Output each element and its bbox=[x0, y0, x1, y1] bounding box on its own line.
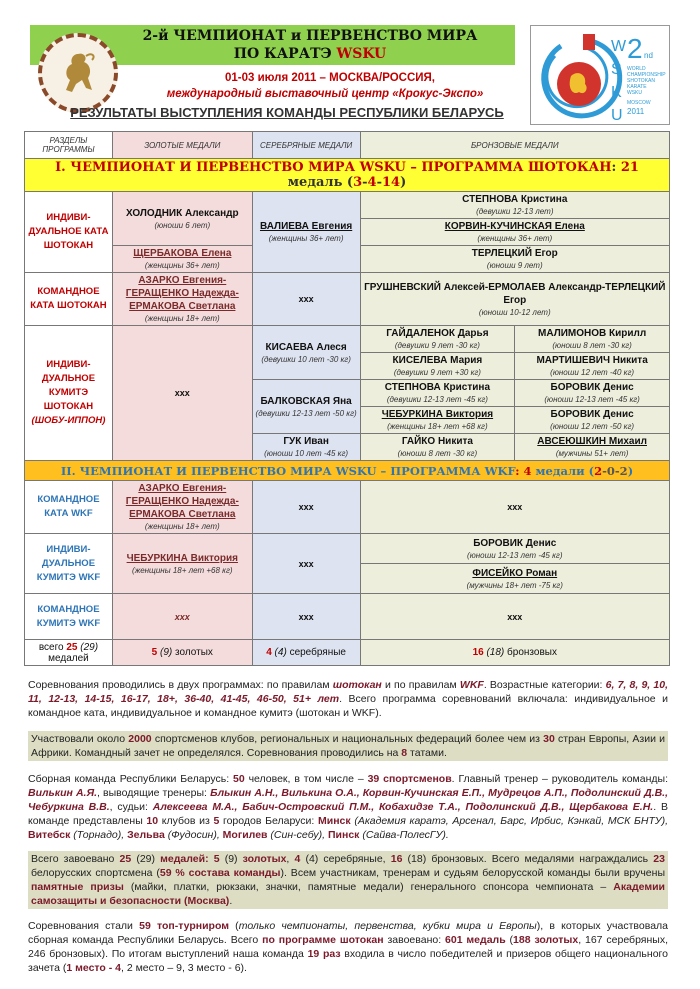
text-span: МАРТИШЕВИЧ Никита bbox=[536, 355, 648, 366]
paragraph-programs bbox=[28, 678, 668, 720]
text-span: медали bbox=[531, 463, 589, 478]
section-team-kata-shotokan: КОМАНДНОЕ КАТА ШОТОКАН bbox=[25, 273, 113, 326]
bronze-cell bbox=[360, 273, 669, 326]
table-row bbox=[25, 594, 670, 640]
text-span: (женщины 18+ лет +68 кг) bbox=[132, 565, 233, 575]
svg-text:WSKU: WSKU bbox=[627, 90, 642, 96]
header-sections: РАЗДЕЛЫ ПРОГРАММЫ bbox=[25, 132, 113, 159]
text-span: Соревнования проводились в двух программах: по правилам bbox=[28, 679, 333, 691]
text-span: 10 bbox=[146, 815, 159, 827]
gold-cell bbox=[112, 192, 252, 246]
text-span: КИСАЕВА Алеся bbox=[265, 341, 347, 353]
bronze-cell bbox=[360, 353, 515, 380]
text-span: (Син-себу) bbox=[267, 829, 323, 841]
text-span: ТЕРЛЕЦКИЙ Егор bbox=[471, 248, 558, 259]
event-venue: международный выставочный центр «Крокус-Экспо» bbox=[166, 88, 484, 100]
text-span: (женщины 36+ лет) bbox=[144, 261, 220, 270]
svg-text:K: K bbox=[611, 84, 622, 101]
text-span: 2000 bbox=[128, 733, 152, 745]
total-bronze bbox=[360, 640, 669, 666]
text-span: 14 bbox=[381, 175, 401, 190]
text-span: завоевано: bbox=[383, 934, 446, 946]
paragraph-history bbox=[28, 919, 668, 975]
page-title bbox=[110, 27, 510, 63]
silver-cell-empty: xxx bbox=[252, 534, 360, 594]
gold-cell-empty: xxx bbox=[112, 594, 252, 640]
text-span: медалей: 5 bbox=[160, 853, 220, 865]
text-span: 5 bbox=[213, 815, 220, 827]
text-span: памятные призы bbox=[31, 881, 124, 893]
text-span: золотых bbox=[175, 647, 213, 658]
text-span: стран Европы, Азии и Африки. Командный зачет не определялся. Соревнования проводились на bbox=[31, 733, 665, 759]
text-span: 25 bbox=[66, 641, 78, 653]
section-band-wkf: II. ЧЕМПИОНАТ И ПЕРВЕНСТВО МИРА WSKU – ПРОГРАММА WKF: 4 медали (2-0-2) bbox=[25, 461, 670, 481]
text-span: (майки, платки, рюкзаки, значки, памятные медали) генерального спонсора чемпионата – bbox=[123, 881, 614, 893]
text-span: 21 bbox=[620, 160, 639, 175]
header-silver: СЕРЕБРЯНЫЕ МЕДАЛИ bbox=[252, 132, 360, 159]
text-span: золотых bbox=[242, 853, 287, 865]
text-span: . В команде представлены bbox=[28, 801, 668, 827]
text-span: , bbox=[286, 853, 295, 865]
tiger-icon bbox=[58, 50, 98, 96]
text-span: КОРВИН-КУЧИНСКАЯ Елена bbox=[444, 221, 585, 232]
text-span: Блыкин А.Н., Вилькина О.А., Корвин-Кучинская Е.П., Мудрецов А.П., Подолинский Д.В., Чебуркина В.В. bbox=[28, 787, 669, 813]
text-span: бронзовых bbox=[507, 647, 557, 658]
text-span: (4) серебряные, bbox=[300, 853, 391, 865]
org-name: WSKU bbox=[336, 46, 387, 62]
text-span: 30 bbox=[543, 733, 555, 745]
text-span: (женщины 18+ лет) bbox=[144, 314, 220, 323]
header-gold: ЗОЛОТЫЕ МЕДАЛИ bbox=[112, 132, 252, 159]
text-span: (женщины 36+ лет) bbox=[268, 234, 344, 243]
text-span: 3 bbox=[353, 175, 363, 190]
silver-cell bbox=[252, 192, 360, 273]
text-span: человек, в том числе – bbox=[244, 773, 368, 785]
section-ind-kata-shotokan: ИНДИВИ-ДУАЛЬНОЕ КАТА ШОТОКАН bbox=[25, 192, 113, 273]
silver-cell bbox=[252, 380, 360, 434]
text-span: шотокан bbox=[332, 679, 382, 691]
bronze-cell bbox=[515, 380, 670, 407]
text-span: (29) bbox=[131, 853, 161, 865]
gold-cell bbox=[112, 481, 252, 534]
text-span: , bbox=[665, 815, 668, 827]
text-span: МАЛИМОНОВ Кирилл bbox=[538, 328, 647, 339]
results-table bbox=[24, 131, 670, 666]
text-span: 8 bbox=[401, 747, 408, 759]
text-span: (юноши 12-13 лет -45 кг) bbox=[544, 395, 640, 404]
silver-cell bbox=[252, 326, 360, 380]
text-span: I. ЧЕМПИОНАТ И ПЕРВЕНСТВО МИРА WSKU – ПРОГРАММА ШОТОКАН bbox=[55, 160, 612, 175]
text-span: , bbox=[216, 829, 223, 841]
wsku-championship-logo bbox=[530, 25, 670, 125]
text-span: 2 bbox=[594, 463, 603, 478]
bronze-cell bbox=[515, 407, 670, 434]
gold-cell bbox=[112, 273, 252, 326]
text-span: (юноши 10-12 лет) bbox=[478, 307, 551, 317]
bronze-cell bbox=[515, 353, 670, 380]
text-span: АВСЕЮШКИН Михаил bbox=[537, 436, 647, 447]
text-span: (юноши 10 лет -45 кг) bbox=[264, 449, 349, 458]
text-span: : bbox=[611, 160, 621, 175]
svg-text:2011: 2011 bbox=[627, 107, 645, 116]
text-span: 4 bbox=[266, 647, 272, 658]
gold-cell bbox=[112, 246, 252, 273]
text-span: всего bbox=[38, 641, 67, 653]
text-span: ВАЛИЕВА Евгения bbox=[259, 221, 353, 232]
text-span: БОРОВИК Денис bbox=[550, 409, 634, 420]
text-span: 23 bbox=[653, 853, 665, 865]
text-span: серебряные bbox=[289, 647, 346, 658]
text-span: Витебск bbox=[28, 829, 71, 841]
section-ind-kumite-shotokan bbox=[25, 326, 113, 461]
svg-text:CHAMPIONSHIP: CHAMPIONSHIP bbox=[627, 72, 666, 78]
text-span: БОРОВИК Денис bbox=[550, 382, 634, 393]
text-span: 59 топ-турниром bbox=[139, 920, 229, 932]
text-span: 5 bbox=[151, 647, 158, 658]
text-span: ). Всем участникам, тренерам и судьям белорусской команды были вручены bbox=[280, 867, 665, 879]
text-span: только чемпионаты, первенства, кубки мира и Европы bbox=[238, 920, 537, 932]
section-team-kumite-wkf: КОМАНДНОЕ КУМИТЭ WKF bbox=[25, 594, 113, 640]
silver-cell-empty: xxx bbox=[252, 481, 360, 534]
text-span: (юноши 8 лет -30 кг) bbox=[552, 341, 632, 350]
text-span: ( bbox=[229, 920, 239, 932]
text-span: медаль bbox=[287, 175, 347, 190]
svg-text:S: S bbox=[611, 61, 622, 78]
text-span: белорусских спортсмена ( bbox=[31, 867, 160, 879]
text-span: СТЕПНОВА Кристина bbox=[462, 194, 568, 205]
text-span: (девушки 10 лет -30 кг) bbox=[261, 354, 351, 364]
table-row bbox=[25, 192, 670, 219]
text-span: (юноши 12-13 лет -45 кг) bbox=[467, 550, 563, 560]
table-row bbox=[25, 534, 670, 564]
text-span: ЩЕРБАКОВА Елена bbox=[133, 248, 232, 259]
text-span: 601 медаль bbox=[445, 934, 506, 946]
table-row bbox=[25, 273, 670, 326]
shotokan-tiger-logo bbox=[38, 33, 118, 113]
bronze-cell bbox=[515, 434, 670, 461]
text-span: 4 bbox=[523, 463, 532, 478]
text-span: входила в число победителей и призеров общего национального зачета ( bbox=[28, 948, 668, 974]
text-span: 50 bbox=[233, 773, 245, 785]
text-span: ЧЕБУРКИНА Виктория bbox=[381, 409, 494, 420]
text-span: ), в которых участвовала сборная команда Республики Беларусь. Всего bbox=[28, 920, 668, 946]
text-span: Сборная команда Республики Беларусь: bbox=[28, 773, 234, 785]
text-span: , 2 место – 9, 3 место - 6). bbox=[121, 962, 247, 974]
table-header-row bbox=[25, 132, 670, 159]
silver-cell-empty: xxx bbox=[252, 273, 360, 326]
text-span: 19 раз bbox=[307, 948, 341, 960]
text-span: (девушки 9 лет -30 кг) bbox=[394, 341, 480, 350]
totals-row bbox=[25, 640, 670, 666]
silver-cell bbox=[252, 434, 360, 461]
text-span: (29) bbox=[80, 641, 99, 653]
text-span: (18) bbox=[486, 647, 505, 658]
text-span: . bbox=[229, 895, 233, 907]
text-span: ХОЛОДНИК Александр bbox=[125, 207, 239, 219]
text-span: татами. bbox=[407, 747, 447, 759]
text-span: (Академия каратэ, Арсенал, Барс, Ирбис, Кэнкай, МСК БНТУ) bbox=[350, 815, 666, 827]
bronze-cell bbox=[515, 326, 670, 353]
title-line-1: 2-й ЧЕМПИОНАТ и ПЕРВЕНСТВО МИРА bbox=[142, 28, 478, 44]
text-span: по программе шотокан bbox=[262, 934, 384, 946]
text-span: (Фудосин) bbox=[164, 829, 217, 841]
text-span: медалей bbox=[48, 652, 89, 664]
text-span: (9) bbox=[219, 853, 243, 865]
text-span: 59 % состава команды bbox=[159, 867, 281, 879]
text-span: клубов из bbox=[158, 815, 214, 827]
bronze-cell bbox=[360, 219, 669, 246]
text-span: 4 bbox=[294, 853, 301, 865]
text-span: , bbox=[121, 829, 128, 841]
event-date-location: 01-03 июля 2011 – МОСКВА/РОССИЯ, bbox=[224, 72, 436, 84]
silver-cell-empty: xxx bbox=[252, 594, 360, 640]
text-span: (мужчины 51+ лет) bbox=[555, 449, 629, 458]
text-span: ЧЕБУРКИНА Виктория bbox=[126, 552, 238, 564]
text-span: 188 золотых bbox=[513, 934, 579, 946]
text-span: Всего завоевано bbox=[31, 853, 120, 865]
text-span: (девушки 9 лет +30 кг) bbox=[393, 368, 481, 377]
bronze-cell-empty: xxx bbox=[360, 594, 669, 640]
text-span: 6, 7, 8, 9, 10, 11, 12-13, 14-15, 16-17, 18+, 36-40, 41-45, 46-50, 51+ лет bbox=[28, 679, 669, 705]
text-span: ) bbox=[627, 463, 634, 478]
text-span: , судьи: bbox=[109, 801, 153, 813]
total-gold bbox=[112, 640, 252, 666]
text-span: Пинск bbox=[327, 829, 360, 841]
results-title: РЕЗУЛЬТАТЫ ВЫСТУПЛЕНИЯ КОМАНДЫ РЕСПУБЛИКИ БЕЛАРУСЬ bbox=[70, 105, 504, 120]
bronze-cell-empty: xxx bbox=[360, 481, 669, 534]
text-span: II. ЧЕМПИОНАТ И ПЕРВЕНСТВО МИРА WSKU – ПРОГРАММА WKF bbox=[60, 463, 516, 478]
text-span: (мужчины 18+ лет -75 кг) bbox=[466, 580, 563, 590]
text-span: АЗАРКО Евгения-ГЕРАЩЕНКО Надежда-ЕРМАКОВА Светлана bbox=[125, 275, 239, 312]
text-span: . Главный тренер – руководитель команды: bbox=[451, 773, 668, 785]
text-span: (Торнадо) bbox=[70, 829, 122, 841]
text-span: . Возрастные категории: bbox=[483, 679, 606, 691]
text-span: WKF bbox=[459, 679, 484, 691]
paragraph-participants bbox=[28, 731, 668, 761]
text-span: , 167 серебряных, 246 бронзовых). По итогам выступлений наша команда bbox=[28, 934, 668, 960]
text-span: (юноши 12 лет -50 кг) bbox=[550, 422, 635, 431]
text-span: ) bbox=[400, 175, 407, 190]
text-span: (женщины 18+ лет +68 кг) bbox=[387, 422, 488, 431]
text-span: КИСЕЛЕВА Мария bbox=[392, 355, 483, 366]
total-silver bbox=[252, 640, 360, 666]
text-span: СТЕПНОВА Кристина bbox=[384, 382, 491, 393]
svg-text:2: 2 bbox=[627, 33, 643, 64]
section-band-shotokan: I. ЧЕМПИОНАТ И ПЕРВЕНСТВО МИРА WSKU – ПРОГРАММА ШОТОКАН: 21 медаль (3-4-14) bbox=[25, 159, 670, 192]
text-span: ( bbox=[588, 463, 595, 478]
text-span: : bbox=[515, 463, 524, 478]
text-span: Могилев bbox=[222, 829, 268, 841]
text-span: Участвовали около bbox=[31, 733, 129, 745]
text-span: Вилькин А.Я. bbox=[28, 787, 98, 799]
text-span: ФИСЕЙКО Роман bbox=[472, 567, 558, 579]
text-span: Академии самозащиты и безопасности (Москва) bbox=[31, 881, 666, 907]
text-span: (ШОБУ-ИППОН) bbox=[31, 415, 106, 426]
text-span: БОРОВИК Денис bbox=[473, 537, 557, 549]
bronze-cell bbox=[360, 246, 669, 273]
paragraph-team bbox=[28, 772, 668, 842]
text-span: 2 bbox=[619, 463, 628, 478]
text-span: (18) бронзовых. Всего медалями награждались bbox=[402, 853, 654, 865]
total-medals bbox=[25, 640, 113, 666]
text-span: 25 bbox=[119, 853, 132, 865]
bronze-cell bbox=[360, 380, 515, 407]
text-span: ГУК Иван bbox=[283, 436, 329, 447]
svg-text:SHOTOKAN: SHOTOKAN bbox=[627, 78, 655, 84]
gold-cell bbox=[112, 534, 252, 594]
svg-text:W: W bbox=[611, 38, 627, 55]
text-span: (девушки 12-13 лет -45 кг) bbox=[386, 395, 488, 404]
text-span: 16 bbox=[390, 853, 403, 865]
table-row bbox=[25, 481, 670, 534]
bronze-cell bbox=[360, 434, 515, 461]
text-span: (женщины 18+ лет) bbox=[144, 522, 220, 531]
text-span: 1 место - 4 bbox=[66, 962, 121, 974]
wsku-logo-icon bbox=[531, 26, 671, 126]
text-span: (женщины 36+ лет) bbox=[477, 234, 553, 243]
text-span: (юноши 6 лет) bbox=[154, 220, 211, 230]
svg-text:WORLD: WORLD bbox=[627, 66, 646, 72]
text-span: (Сайва-ПолесГУ) bbox=[359, 829, 446, 841]
svg-text:nd: nd bbox=[644, 51, 653, 60]
text-span: (юноши 9 лет) bbox=[486, 261, 543, 270]
text-span: Минск bbox=[318, 815, 351, 827]
text-span: ( bbox=[346, 175, 354, 190]
gold-cell-empty: xxx bbox=[112, 326, 252, 461]
table-row bbox=[25, 326, 670, 353]
bronze-cell bbox=[360, 564, 669, 594]
svg-text:MOSCOW: MOSCOW bbox=[627, 100, 651, 106]
text-span: ГРУШНЕВСКИЙ Алексей-ЕРМОЛАЕВ Александр-ТЕРЛЕЦКИЙ Егор bbox=[364, 281, 666, 306]
bronze-cell bbox=[360, 192, 669, 219]
text-span: БАЛКОВСКАЯ Яна bbox=[260, 395, 352, 407]
bronze-cell bbox=[360, 534, 669, 564]
text-span: и по правилам bbox=[381, 679, 460, 691]
text-span: . bbox=[445, 829, 449, 841]
text-span: (4) bbox=[274, 647, 287, 658]
title-line-2 bbox=[110, 45, 510, 63]
text-span: ГАЙКО Никита bbox=[401, 436, 473, 447]
svg-text:U: U bbox=[611, 107, 623, 124]
paragraph-medals-summary bbox=[28, 851, 668, 909]
text-span: (девушки 12-13 лет -50 кг) bbox=[255, 408, 357, 418]
text-span: Алексеева М.А., Бабич-Островский П.М., Кобахидзе Т.А., Подолинский Д.В., Щербакова Е.Н. bbox=[152, 801, 654, 813]
section-ind-kumite-wkf: ИНДИВИ-ДУАЛЬНОЕ КУМИТЭ WKF bbox=[25, 534, 113, 594]
text-span: (9) bbox=[160, 647, 173, 658]
text-span: , выводящие тренеры: bbox=[97, 787, 211, 799]
text-span: 16 bbox=[472, 647, 484, 658]
text-span: 0 bbox=[606, 463, 615, 478]
text-span: (юноши 8 лет -30 кг) bbox=[397, 449, 478, 458]
text-span: ИНДИВИ-ДУАЛЬНОЕ КУМИТЭ ШОТОКАН bbox=[41, 359, 96, 412]
text-span: ПО КАРАТЭ bbox=[233, 46, 337, 62]
text-span: ( bbox=[505, 934, 514, 946]
text-span: , bbox=[322, 829, 328, 841]
text-span: (юноши 12 лет -40 кг) bbox=[550, 368, 635, 377]
text-span: Зельва bbox=[127, 829, 165, 841]
text-span: АЗАРКО Евгения-ГЕРАЩЕНКО Надежда-ЕРМАКОВА Светлана bbox=[125, 483, 239, 520]
text-span: Соревнования стали bbox=[28, 920, 140, 932]
text-span: 4 bbox=[367, 175, 377, 190]
bronze-cell bbox=[360, 407, 515, 434]
text-span: (девушки 12-13 лет) bbox=[476, 207, 554, 216]
text-span: городов Беларуси: bbox=[219, 815, 319, 827]
text-span: . Всего программа соревнований включала: индивидуальное и командное ката, индивидуальное и командное кумитэ (шотокан и WKF). bbox=[28, 693, 668, 719]
text-span: ГАЙДАЛЕНОК Дарья bbox=[386, 328, 489, 339]
section-team-kata-wkf: КОМАНДНОЕ КАТА WKF bbox=[25, 481, 113, 534]
svg-text:KARATE: KARATE bbox=[627, 84, 647, 90]
header-bronze: БРОНЗОВЫЕ МЕДАЛИ bbox=[360, 132, 669, 159]
bronze-cell bbox=[360, 326, 515, 353]
text-span: спортсменов клубов, региональных и национальных федераций более чем из bbox=[151, 733, 544, 745]
text-span: 39 спортсменов bbox=[367, 773, 452, 785]
